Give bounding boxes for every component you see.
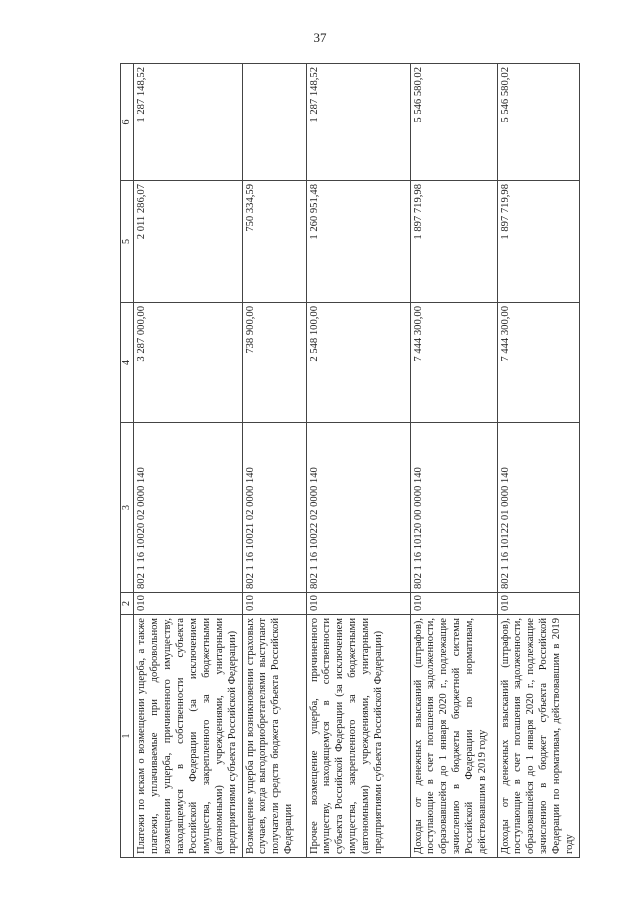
- row-value-col5: 1 260 951,48: [306, 181, 410, 303]
- row-value-col4: 2 548 100,00: [306, 303, 410, 423]
- header-cell: 3: [121, 423, 134, 593]
- row-value-col4: 3 287 000,00: [134, 303, 242, 423]
- row-value-col4: 7 444 300,00: [410, 303, 497, 423]
- row-value-col6: [242, 64, 306, 181]
- row-value-col6: 1 287 148,52: [306, 64, 410, 181]
- row-description: Платежи по искам о возмещении ущерба, а также платежи, уплачиваемые при добровольном возмещении ущерба, причиненного имуществу, находящемуся в собственности субъекта Российской Федерации (за исключением имущества, закрепленного за бюджетными (автономными) учреждениями, унитарными предприятиями субъекта Российской Федерации): [134, 615, 242, 858]
- header-row: [121, 64, 134, 858]
- row-value-col5: 750 334,59: [242, 181, 306, 303]
- header-cell: 5: [121, 181, 134, 303]
- header-cell: 2: [121, 593, 134, 615]
- revenue-table: [120, 63, 580, 858]
- row-value-col5: 1 897 719,98: [410, 181, 497, 303]
- row-code-line: 010: [410, 593, 497, 615]
- row-value-col4: 738 900,00: [242, 303, 306, 423]
- row-value-col5: 2 011 286,07: [134, 181, 242, 303]
- row-value-col6: 5 546 580,02: [410, 64, 497, 181]
- row-value-col5: 1 897 719,98: [497, 181, 580, 303]
- header-cell: 1: [121, 615, 134, 858]
- row-description: Возмещение ущерба при возникновении страховых случаев, когда выгодоприобретателями выступают получатели средств бюджета субъекта Российской Федерации: [242, 615, 306, 858]
- row-value-col4: 7 444 300,00: [497, 303, 580, 423]
- row-budget-code: 802 1 16 10122 01 0000 140: [497, 423, 580, 593]
- row-value-col6: 5 546 580,02: [497, 64, 580, 181]
- table-row: [410, 64, 497, 858]
- table-row: [306, 64, 410, 858]
- row-budget-code: 802 1 16 10022 02 0000 140: [306, 423, 410, 593]
- row-value-col6: 1 287 148,52: [134, 64, 242, 181]
- table-row: [242, 64, 306, 858]
- table-row: [497, 64, 580, 858]
- row-budget-code: 802 1 16 10120 00 0000 140: [410, 423, 497, 593]
- row-description: Доходы от денежных взысканий (штрафов), поступающие в счет погашения задолженности, образовавшейся до 1 января 2020 г., подлежащие зачислению в бюджеты бюджетной системы Российской Федерации по нормативам, действовавшим в 2019 году: [410, 615, 497, 858]
- header-cell: 6: [121, 64, 134, 181]
- row-budget-code: 802 1 16 10020 02 0000 140: [134, 423, 242, 593]
- header-cell: 4: [121, 303, 134, 423]
- row-code-line: 010: [497, 593, 580, 615]
- table-area: [120, 64, 576, 858]
- row-code-line: 010: [306, 593, 410, 615]
- row-code-line: 010: [242, 593, 306, 615]
- row-code-line: 010: [134, 593, 242, 615]
- row-description: Прочее возмещение ущерба, причиненного имуществу, находящемуся в собственности субъекта Российской Федерации (за исключением имущества, закрепленного за бюджетными (автономными) учреждениями, унитарными предприятиями субъекта Российской Федерации): [306, 615, 410, 858]
- row-budget-code: 802 1 16 10021 02 0000 140: [242, 423, 306, 593]
- page-number: 37: [313, 30, 327, 45]
- rotated-table-container: [120, 64, 576, 858]
- table-row: [134, 64, 242, 858]
- row-description: Доходы от денежных взысканий (штрафов), поступающие в счет погашения задолженности, образовавшейся до 1 января 2020 г., подлежащие зачислению в бюджет субъекта Российской Федерации по нормативам, действовавшим в 2019 году: [497, 615, 580, 858]
